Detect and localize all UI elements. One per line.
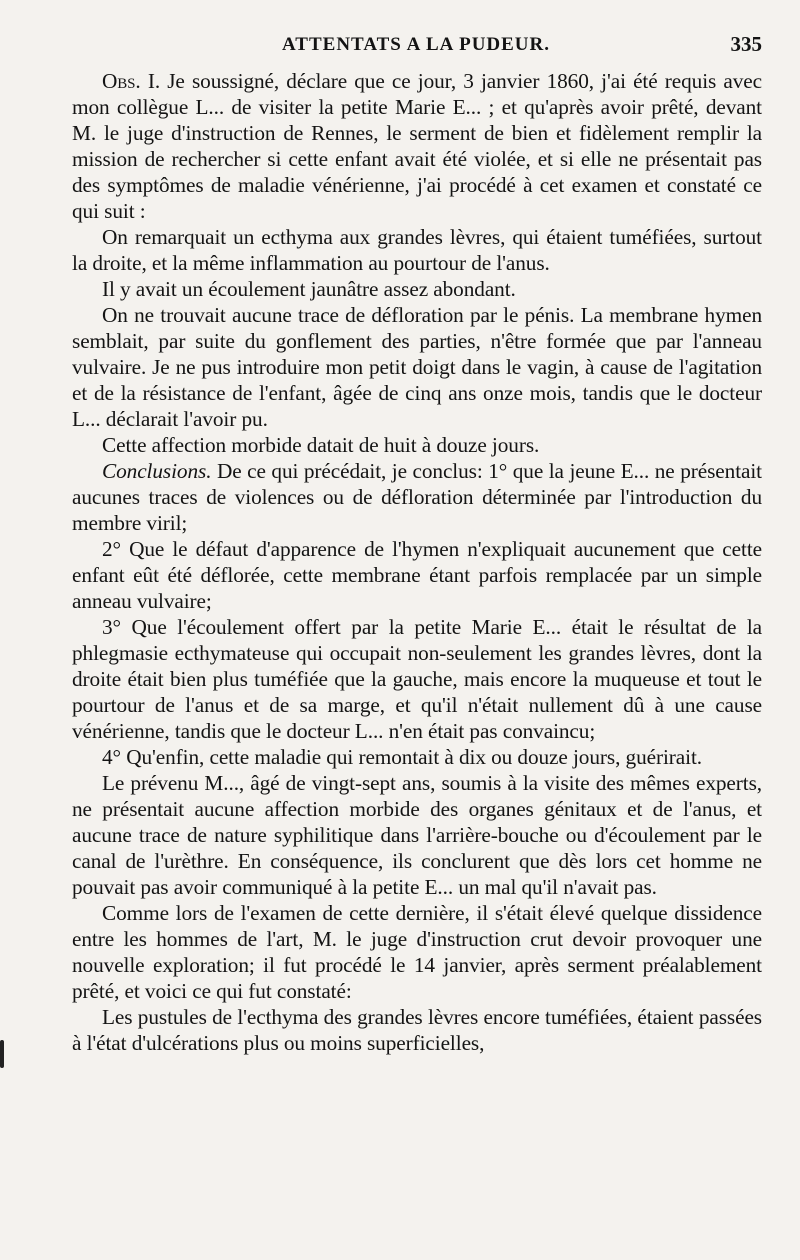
paragraph-text: On ne trouvait aucune trace de défloration par le pénis. La membrane hymen semblait, par suite du gonflement des parties, n'être formée que par l'anneau vulvaire. Je ne pus introduire mon petit doigt dans le vagin, à cause de l'agitation et de la résistance de l'enfant, âgée de cinq ans onze mois, tandis que le docteur L... déclarait l'avoir pu. [72, 303, 762, 431]
paragraph-text: On remarquait un ecthyma aux grandes lèvres, qui étaient tuméfiées, surtout la droite, et la même inflammation au pourtour de l'anus. [72, 225, 762, 275]
paragraph-text: De ce qui précédait, je conclus: 1° que la jeune E... ne présentait aucunes traces de violences ou de défloration déterminée par l'introduction du membre viril; [72, 459, 762, 535]
paragraph-text: Les pustules de l'ecthyma des grandes lèvres encore tuméfiées, étaient passées à l'état d'ulcérations plus ou moins superficielles, [72, 1005, 762, 1055]
paragraph [72, 224, 762, 276]
paragraph [72, 536, 762, 614]
paragraph-text: Comme lors de l'examen de cette dernière, il s'était élevé quelque dissidence entre les hommes de l'art, M. le juge d'instruction crut devoir provoquer une nouvelle exploration; il fut procédé le 14 janvier, après serment préalablement prêté, et voici ce qui fut constaté: [72, 901, 762, 1003]
paragraph-text: 4° Qu'enfin, cette maladie qui remontait à dix ou douze jours, guérirait. [102, 745, 702, 769]
paragraph [72, 276, 762, 302]
paragraph-text: 3° Que l'écoulement offert par la petite Marie E... était le résultat de la phlegmasie ecthymateuse qui occupait non-seulement les grandes lèvres, dont la droite était bien plus tuméfiée que la gauche, mais encore la muqueuse et tout le pourtour de l'anus et de sa marge, et qu'il n'était nullement dû à une cause vénérienne, tandis que le docteur L... n'en était pas convaincu; [72, 615, 762, 743]
observation-label: Obs. I. [102, 69, 161, 93]
paragraph [72, 1004, 762, 1056]
conclusions-label: Conclusions. [102, 459, 212, 483]
paragraph-text: Le prévenu M..., âgé de vingt-sept ans, soumis à la visite des mêmes experts, ne présentait aucune affection morbide des organes génitaux et de l'anus, et aucune trace de nature syphilitique dans l'arrière-bouche ou d'écoulement par le canal de l'urèthre. En conséquence, ils conclurent que dès lors cet homme ne pouvait pas avoir communiqué à la petite E... un mal qu'il n'avait pas. [72, 771, 762, 899]
paragraph-text: 2° Que le défaut d'apparence de l'hymen n'expliquait aucunement que cette enfant eût été déflorée, cette membrane étant parfois remplacée par un simple anneau vulvaire; [72, 537, 762, 613]
paragraph [72, 302, 762, 432]
paragraph [72, 900, 762, 1004]
paragraph-observation [72, 68, 762, 224]
paragraph-conclusions [72, 458, 762, 536]
paragraph-text: Cette affection morbide datait de huit à douze jours. [102, 433, 540, 457]
page-header [72, 28, 762, 68]
page-number: 335 [730, 32, 762, 56]
paragraph [72, 432, 762, 458]
paragraph [72, 614, 762, 744]
scan-edge-mark [0, 1040, 4, 1068]
body-text [72, 68, 762, 1056]
paragraph-text: Il y avait un écoulement jaunâtre assez abondant. [102, 277, 516, 301]
book-page [72, 28, 762, 1248]
paragraph [72, 744, 762, 770]
paragraph [72, 770, 762, 900]
running-title: ATTENTATS A LA PUDEUR. [282, 34, 550, 55]
paragraph-text: Je soussigné, déclare que ce jour, 3 janvier 1860, j'ai été requis avec mon collègue L... de visiter la petite Marie E... ; et qu'après avoir prêté, devant M. le juge d'instruction de Rennes, le serment de bien et fidèlement remplir la mission de rechercher si cette enfant avait été violée, et si elle ne présentait pas des symptômes de maladie vénérienne, j'ai procédé à cet examen et constaté ce qui suit : [72, 69, 763, 223]
